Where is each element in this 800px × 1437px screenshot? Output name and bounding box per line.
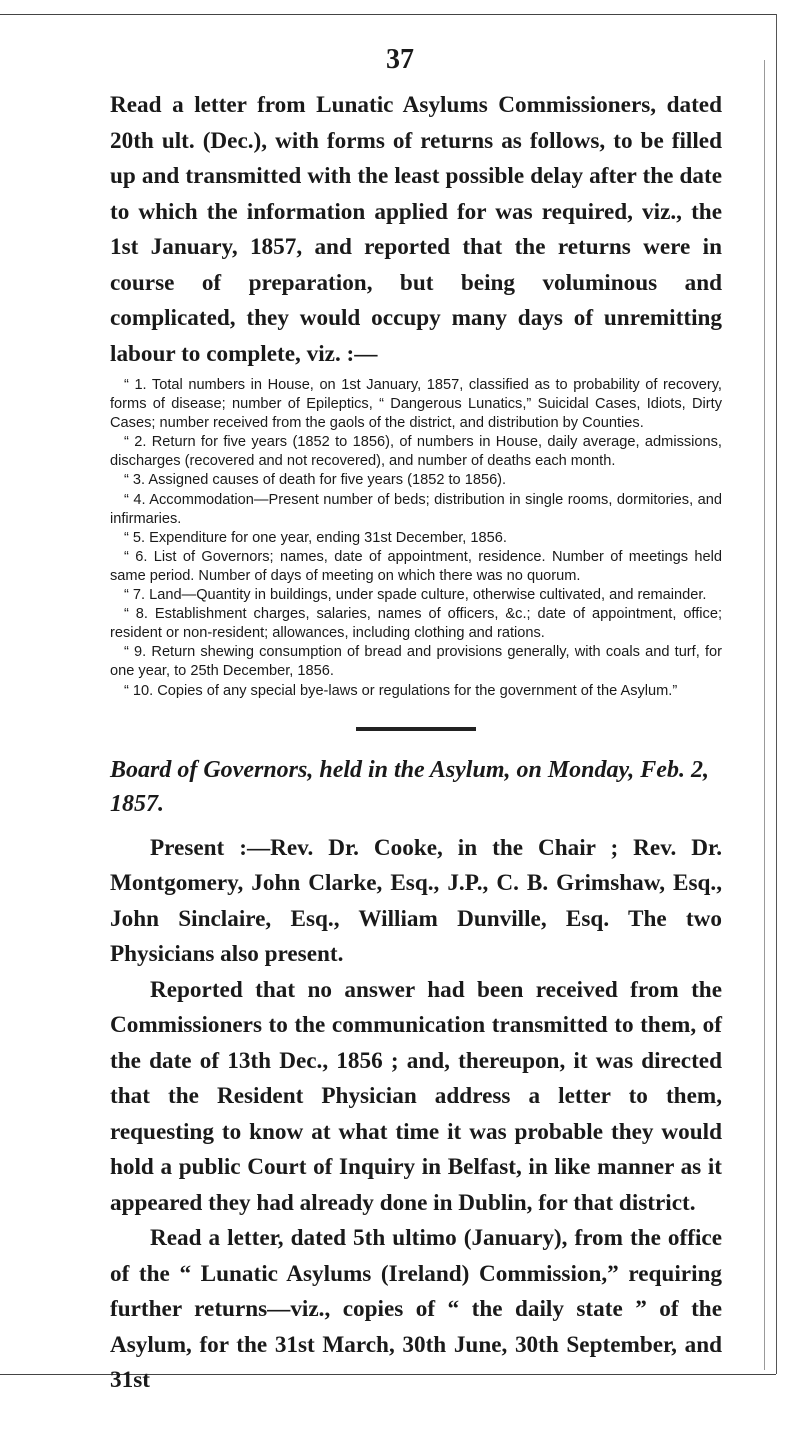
return-item-9: “ 9. Return shewing consumption of bread and provisions generally, with coals and turf, for one year, to 25th December, 1856. xyxy=(110,644,722,680)
section-divider xyxy=(356,727,476,731)
return-item-4: “ 4. Accommodation—Present number of beds; distribution in single rooms, dormitories, and infirmaries. xyxy=(110,491,722,527)
reported-paragraph: Reported that no answer had been received from the Commissioners to the communication transmitted to them, of the date of 13th Dec., 1856 ; and, thereupon, it was directed that the Resident Physician address a letter to them, requesting to know at what time it was probable they would hold a public Court of Inquiry in Belfast, in like manner as it appeared they had already done in Dublin, for that district. xyxy=(110,976,722,1216)
page-content xyxy=(110,88,722,1399)
read-letter-paragraph: Read a letter, dated 5th ultimo (January), from the office of the “ Lunatic Asylums (Ireland) Commission,” requiring further returns—viz., copies of “ the daily state ” of the Asylum, for the 31st March, 30th June, 30th September, and 31st xyxy=(110,1225,722,1394)
intro-paragraph: Read a letter from Lunatic Asylums Commissioners, dated 20th ult. (Dec.), with forms of returns as follows, to be filled up and transmitted with the least possible delay after the date to which the information applied for was required, viz., the 1st January, 1857, and reported that the returns were in course of preparation, but being voluminous and complicated, they would occupy many days of unremitting labour to complete, viz. :— xyxy=(110,92,722,367)
return-item-6: “ 6. List of Governors; names, date of appointment, residence. Number of meetings held same period. Number of days of meeting on which there was no quorum. xyxy=(110,548,722,584)
returns-list xyxy=(110,376,722,701)
section-heading: Board of Governors, held in the Asylum, on Monday, Feb. 2, 1857. xyxy=(110,756,709,817)
return-item-8: “ 8. Establishment charges, salaries, names of officers, &c.; date of appointment, office; resident or non-resident; allowances, including clothing and rations. xyxy=(110,606,722,642)
return-item-10: “ 10. Copies of any special bye-laws or regulations for the government of the Asylum.” xyxy=(124,682,678,699)
page-frame-top-rule xyxy=(0,14,776,15)
return-item-1: “ 1. Total numbers in House, on 1st January, 1857, classified as to probability of recovery, forms of disease; number of Epileptics, “ Dangerous Lunatics,” Suicidal Cases, Idiots, Dirty Cases; number received from the gaols of the district, and distribution by Counties. xyxy=(110,377,722,432)
page-frame-inner-right-rule xyxy=(764,60,765,1370)
present-paragraph: Present :—Rev. Dr. Cooke, in the Chair ; Rev. Dr. Montgomery, John Clarke, Esq., J.P., C. B. Grimshaw, Esq., John Sinclaire, Esq., William Dunville, Esq. The two Physicians also present. xyxy=(110,834,722,968)
page-number: 37 xyxy=(386,44,414,75)
return-item-7: “ 7. Land—Quantity in buildings, under spade culture, otherwise cultivated, and remainder. xyxy=(124,587,707,604)
return-item-3: “ 3. Assigned causes of death for five years (1852 to 1856). xyxy=(124,472,507,489)
return-item-5: “ 5. Expenditure for one year, ending 31st December, 1856. xyxy=(124,529,507,546)
return-item-2: “ 2. Return for five years (1852 to 1856), of numbers in House, daily average, admissions, discharges (recovered and not recovered), and number of deaths each month. xyxy=(110,434,722,470)
page-frame-right-rule xyxy=(776,14,777,1374)
